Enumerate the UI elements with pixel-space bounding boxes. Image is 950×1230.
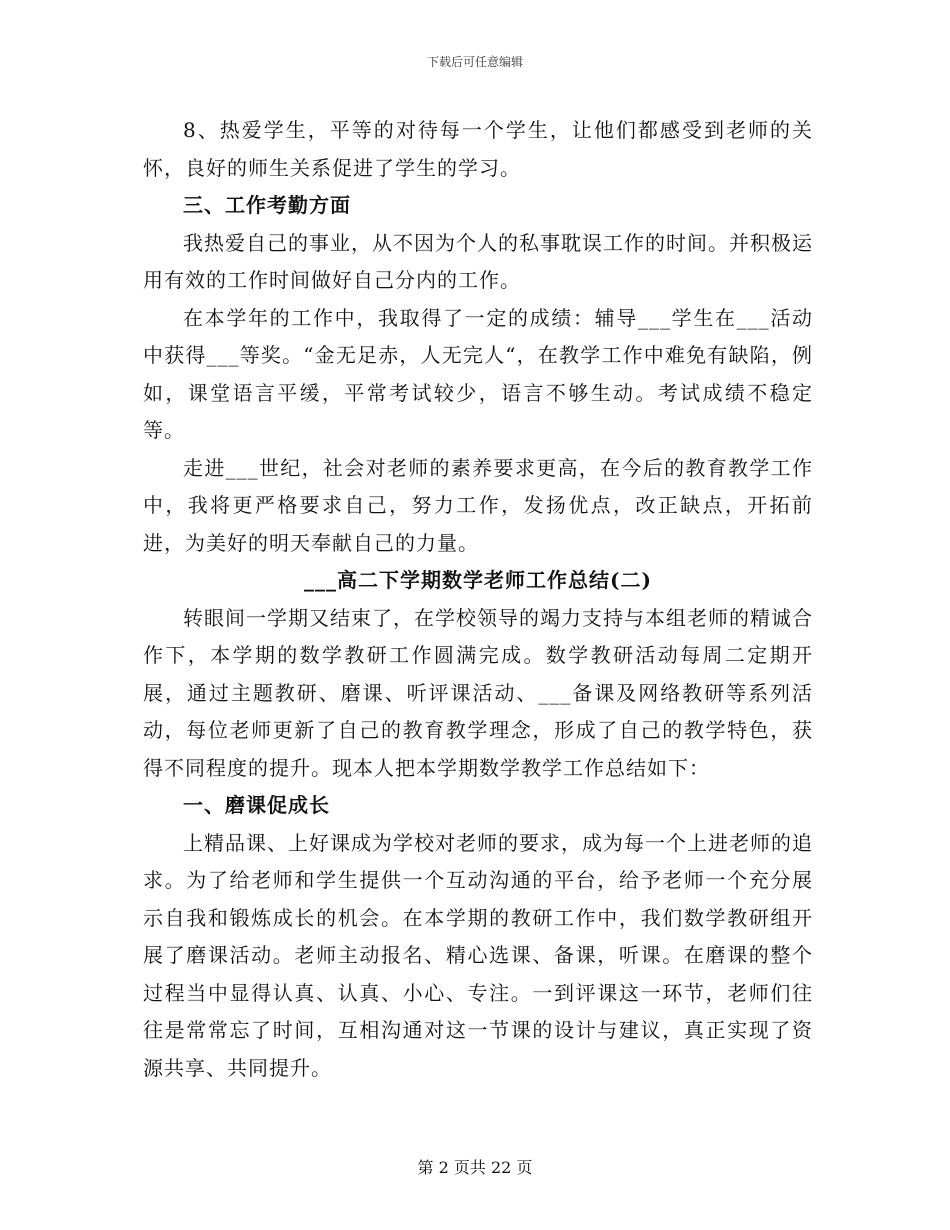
paragraph-dedication: 我热爱自己的事业，从不因为个人的私事耽误工作的时间。并积极运用有效的工作时间做好自己分内的工作。 bbox=[143, 230, 813, 292]
section-heading-lesson-polishing: 一、磨课促成长 bbox=[183, 793, 330, 817]
paragraph-achievements: 在本学年的工作中，我取得了一定的成绩：辅导___学生在___活动中获得___等奖。“金无足赤，人无完人“，在教学工作中难免有缺陷，例如，课堂语言平缓，平常考试较少，语言不够生动。考试成绩不稳定等。 bbox=[143, 305, 813, 442]
paragraph-love-students: 8、热爱学生，平等的对待每一个学生，让他们都感受到老师的关怀，良好的师生关系促进了学生的学习。 bbox=[143, 118, 813, 180]
paragraph-future: 走进___世纪，社会对老师的素养要求更高，在今后的教育教学工作中，我将更严格要求自己，努力工作，发扬优点，改正缺点，开拓前进，为美好的明天奉献自己的力量。 bbox=[143, 455, 813, 555]
section-heading-attendance: 三、工作考勤方面 bbox=[183, 193, 351, 217]
page-header: 下载后可任意编辑 bbox=[426, 55, 523, 69]
document-title-part-two: ___高二下学期数学老师工作总结(二) bbox=[304, 568, 652, 592]
page-number: 第 2 页共 22 页 bbox=[417, 1158, 533, 1177]
paragraph-intro-part-two: 转眼间一学期又结束了，在学校领导的竭力支持与本组老师的精诚合作下，本学期的数学教研工作圆满完成。数学教研活动每周二定期开展，通过主题教研、磨课、听评课活动、___备课及网络教研等系列活动，每位老师更新了自己的教育教学理念，形成了自己的教学特色，获得不同程度的提升。现本人把本学期数学教学工作总结如下： bbox=[143, 605, 813, 780]
paragraph-lesson-polishing: 上精品课、上好课成为学校对老师的要求，成为每一个上进老师的追求。为了给老师和学生提供一个互动沟通的平台，给予老师一个充分展示自我和锻炼成长的机会。在本学期的教研工作中，我们数学教研组开展了磨课活动。老师主动报名、精心选课、备课，听课。在磨课的整个过程当中显得认真、认真、小心、专注。一到评课这一环节，老师们往往是常常忘了时间，互相沟通对这一节课的设计与建议，真正实现了资源共享、共同提升。 bbox=[143, 830, 813, 1080]
document-body bbox=[143, 112, 813, 1087]
